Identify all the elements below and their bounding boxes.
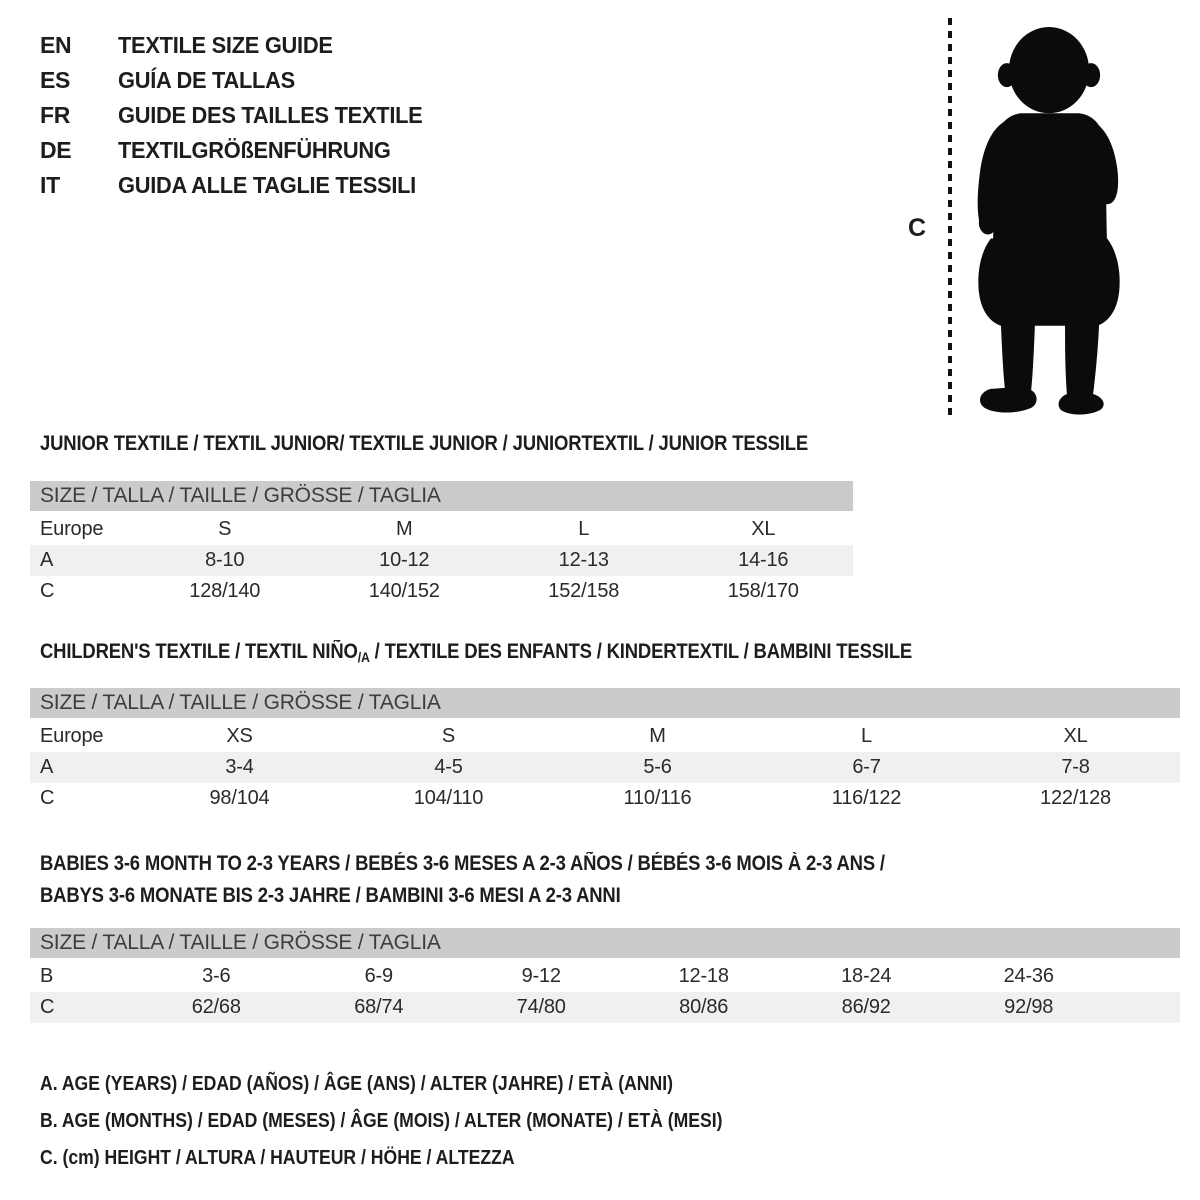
lang-label: GUÍA DE TALLAS (118, 67, 295, 93)
children-title-suffix: / TEXTILE DES ENFANTS / KINDERTEXTIL / BAMBINI TESSILE (369, 640, 913, 663)
height-cell: 122/128 (1040, 787, 1111, 809)
table-row-age (30, 545, 853, 576)
lang-label: GUIDE DES TAILLES TEXTILE (118, 102, 423, 128)
toddler-silhouette-icon (958, 13, 1144, 419)
height-cell: 80/86 (679, 996, 729, 1018)
children-title-text (40, 640, 912, 665)
babies-title-line1: BABIES 3-6 MONTH TO 2-3 YEARS / BEBÉS 3-6 MESES A 2-3 AÑOS / BÉBÉS 3-6 MOIS À 2-3 ANS / (40, 852, 885, 875)
height-cell: 152/158 (548, 580, 620, 602)
row-label: Europe (40, 725, 104, 747)
age-cell: 12-18 (678, 965, 729, 987)
height-cell: 116/122 (831, 787, 902, 809)
babies-size-table (30, 928, 1180, 1023)
lang-code: DE (40, 137, 72, 163)
size-cell: L (578, 518, 590, 540)
age-cell: 18-24 (841, 965, 892, 987)
children-size-table (30, 688, 1180, 814)
table-row-europe (30, 720, 1180, 753)
lang-label: TEXTILGRÖßENFÜHRUNG (118, 137, 391, 163)
row-label: C (40, 787, 55, 809)
size-cell: S (218, 518, 232, 540)
height-measure-dashed-line (948, 18, 952, 415)
height-cell: 62/68 (191, 996, 241, 1018)
table-header-row (30, 928, 1180, 960)
table-row-age-months (30, 960, 1180, 993)
age-cell: 7-8 (1061, 756, 1090, 778)
row-label: C (40, 580, 55, 602)
lang-label: TEXTILE SIZE GUIDE (118, 32, 333, 58)
height-cell: 98/104 (209, 787, 270, 809)
table-header-row (30, 688, 1180, 720)
row-label: C (40, 996, 55, 1018)
age-cell: 3-6 (202, 965, 231, 987)
age-cell: 24-36 (1003, 965, 1054, 987)
table-row-europe (30, 513, 853, 546)
children-title-prefix: CHILDREN'S TEXTILE / TEXTIL NIÑO (40, 640, 358, 663)
row-label: B (40, 965, 54, 987)
size-cell: XL (1063, 725, 1088, 747)
age-cell: 6-7 (852, 756, 881, 778)
table-row-age (30, 752, 1180, 783)
size-header: SIZE / TALLA / TAILLE / GRÖSSE / TAGLIA (30, 928, 1180, 960)
lang-label: GUIDA ALLE TAGLIE TESSILI (118, 172, 416, 198)
height-cell: 128/140 (189, 580, 261, 602)
age-cell: 8-10 (205, 549, 245, 571)
lang-code: FR (40, 102, 71, 128)
lang-row-es (40, 63, 439, 98)
language-list (40, 28, 439, 203)
height-measure-label: C (908, 214, 927, 242)
legend-height-cm: C. (cm) HEIGHT / ALTURA / HAUTEUR / HÖHE / ALTEZZA (40, 1147, 515, 1169)
height-cell: 68/74 (354, 996, 404, 1018)
legend-age-years: A. AGE (YEARS) / EDAD (AÑOS) / ÂGE (ANS) / ALTER (JAHRE) / ETÀ (ANNI) (40, 1073, 673, 1095)
lang-code: EN (40, 32, 72, 58)
lang-code: IT (40, 172, 60, 198)
row-label: Europe (40, 518, 104, 540)
age-cell: 14-16 (738, 549, 789, 571)
size-cell: XL (751, 518, 776, 540)
children-section-title (40, 640, 1031, 665)
measurement-legend (40, 1066, 816, 1177)
row-label: A (40, 756, 54, 778)
height-cell: 92/98 (1004, 996, 1054, 1018)
lang-row-fr (40, 98, 439, 133)
age-cell: 10-12 (379, 549, 430, 571)
table-header-row (30, 481, 853, 513)
size-header: SIZE / TALLA / TAILLE / GRÖSSE / TAGLIA (30, 688, 1180, 720)
height-cell: 104/110 (413, 787, 484, 809)
row-label: A (40, 549, 54, 571)
table-spacer (1110, 960, 1180, 993)
table-spacer (1110, 992, 1180, 1023)
junior-section-title (40, 432, 913, 456)
babies-section-title (40, 848, 1000, 912)
height-cell: 158/170 (727, 580, 799, 602)
size-cell: S (441, 725, 456, 747)
legend-age-months: B. AGE (MONTHS) / EDAD (MESES) / ÂGE (MOIS) / ALTER (MONATE) / ETÀ (MESI) (40, 1110, 723, 1132)
lang-row-it (40, 168, 439, 203)
height-cell: 86/92 (841, 996, 891, 1018)
age-cell: 9-12 (521, 965, 561, 987)
size-cell: M (396, 518, 413, 540)
height-cell: 140/152 (368, 580, 440, 602)
height-cell: 74/80 (516, 996, 566, 1018)
table-row-height (30, 576, 853, 607)
size-cell: M (649, 725, 666, 747)
size-cell: XS (226, 725, 253, 747)
age-cell: 12-13 (558, 549, 609, 571)
table-row-height (30, 783, 1180, 814)
lang-code: ES (40, 67, 71, 93)
height-cell: 110/116 (623, 787, 692, 809)
junior-title-text: JUNIOR TEXTILE / TEXTIL JUNIOR/ TEXTILE JUNIOR / JUNIORTEXTIL / JUNIOR TESSILE (40, 432, 809, 455)
age-cell: 3-4 (225, 756, 254, 778)
babies-title-line2: BABYS 3-6 MONATE BIS 2-3 JAHRE / BAMBINI 3-6 MESI A 2-3 ANNI (40, 884, 621, 907)
children-title-sub: /A (357, 649, 370, 665)
age-cell: 4-5 (434, 756, 463, 778)
junior-size-table (30, 481, 853, 607)
age-cell: 6-9 (364, 965, 393, 987)
age-cell: 5-6 (643, 756, 672, 778)
size-header: SIZE / TALLA / TAILLE / GRÖSSE / TAGLIA (30, 481, 853, 513)
lang-row-en (40, 28, 439, 63)
table-row-height (30, 992, 1180, 1023)
lang-row-de (40, 133, 439, 168)
size-cell: L (861, 725, 872, 747)
